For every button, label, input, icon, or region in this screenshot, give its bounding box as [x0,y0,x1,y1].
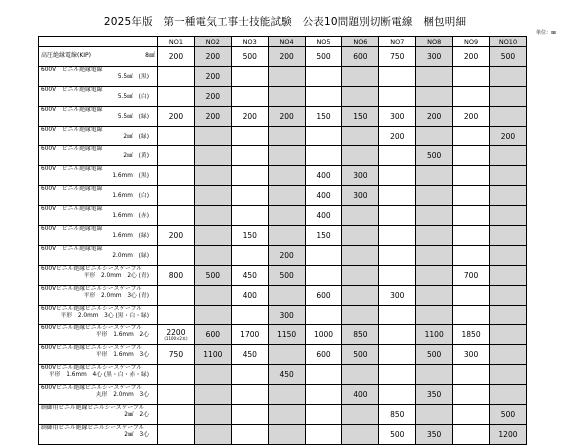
length-cell [490,166,527,186]
table-row [39,106,527,126]
length-cell [268,86,305,106]
table-row [39,245,527,265]
length-cell [305,126,342,146]
item-name-line1: 600Vビニル絶縁ビニルシースケーブル [41,285,143,292]
item-name-line2: 2.0mm (緑) [112,252,149,259]
length-cell [490,226,527,246]
table-row [39,405,527,425]
length-cell: 300 [342,186,379,206]
length-cell: 500 [268,265,305,285]
length-cell [305,245,342,265]
length-cell: 600 [194,325,231,345]
length-cell: 200 [158,47,195,67]
item-name-line1: 600Vビニル絶縁ビニルシースケーブル [41,265,143,272]
length-cell [416,285,453,305]
length-cell: 300 [379,106,416,126]
item-name [39,365,158,385]
length-cell: 1100 [416,325,453,345]
table-row [39,345,527,365]
length-cell [158,285,195,305]
length-cell: 500 [379,424,416,444]
length-cell: 1000 [305,325,342,345]
length-cell: 450 [231,345,268,365]
length-cell [379,345,416,365]
length-cell [194,285,231,305]
header-row [39,37,527,47]
length-cell [416,265,453,285]
length-cell [268,424,305,444]
length-cell: 200 [268,106,305,126]
length-cell [453,166,490,186]
length-cell: 600 [342,47,379,67]
length-cell: 600 [305,345,342,365]
length-cell [379,245,416,265]
length-cell: 200 [194,86,231,106]
length-cell [194,166,231,186]
length-cell [379,66,416,86]
length-cell [158,186,195,206]
length-cell [158,86,195,106]
length-cell [268,226,305,246]
length-cell: 300 [268,305,305,325]
length-cell [194,146,231,166]
length-cell [342,66,379,86]
length-cell: 1100 [194,345,231,365]
item-name [39,126,158,146]
length-cell [490,66,527,86]
header-corner [39,37,158,47]
length-cell [305,305,342,325]
length-cell [490,265,527,285]
item-name-line2: 5.5㎟ (黒) [117,73,149,80]
length-note: (1100×2本) [164,335,188,341]
length-cell: 200 [453,47,490,67]
table-row [39,365,527,385]
table-row [39,285,527,305]
length-cell: 200 [158,106,195,126]
length-cell [416,305,453,325]
length-cell: 150 [305,106,342,126]
length-cell [416,206,453,226]
length-cell [490,245,527,265]
length-cell: 850 [342,325,379,345]
unit-label: 単位：㎜ [535,30,556,36]
length-cell [305,66,342,86]
item-name-line1: 600V ビニル絶縁電線 [41,126,103,133]
length-cell [194,226,231,246]
item-name-line1: 600Vビニル絶縁ビニルシースケーブル [41,365,143,372]
length-cell [379,146,416,166]
length-cell: 700 [453,265,490,285]
length-cell: 350 [416,385,453,405]
length-cell [453,285,490,305]
length-cell [342,424,379,444]
length-cell [194,206,231,226]
table-row [39,424,527,444]
length-cell [416,86,453,106]
length-cell [379,305,416,325]
length-cell [268,285,305,305]
length-cell: 1200 [490,424,527,444]
length-cell [158,166,195,186]
length-cell [268,206,305,226]
table-row [39,146,527,166]
length-cell [158,385,195,405]
item-name-line2: 平形 1.6mm 4心 (黒・白・赤・緑) [48,372,149,379]
length-cell [490,365,527,385]
item-name [39,66,158,86]
item-name [39,285,158,305]
length-cell [305,365,342,385]
length-cell [379,365,416,385]
length-cell [416,245,453,265]
length-cell [231,86,268,106]
item-name-line2: 1.6mm (緑) [112,233,149,240]
column-header: NO9 [453,37,490,47]
length-cell [379,385,416,405]
column-header: NO6 [342,37,379,47]
item-name-line2: 平形 1.6mm 3心 [95,352,149,359]
length-cell [305,86,342,106]
length-cell [342,285,379,305]
length-cell [231,305,268,325]
length-cell [305,385,342,405]
packing-table [38,36,527,445]
item-name-line1: 高圧絶縁電線(KIP) 8㎟ [41,47,155,65]
item-name-line2: 2㎟ 2心 [124,412,149,419]
length-cell [268,186,305,206]
length-cell: 750 [158,345,195,365]
length-cell: 400 [305,166,342,186]
item-name [39,245,158,265]
length-cell [416,66,453,86]
table-row [39,325,527,345]
length-cell [231,365,268,385]
item-name-line1: 600Vビニル絶縁ビニルシースケーブル [41,305,143,312]
length-cell [453,245,490,265]
length-cell [305,424,342,444]
length-cell [231,245,268,265]
length-cell [490,385,527,405]
length-cell [416,166,453,186]
length-cell: 200 [416,106,453,126]
length-cell [453,226,490,246]
column-header: NO7 [379,37,416,47]
length-cell [342,86,379,106]
item-name-line1: 600V ビニル絶縁電線 [41,186,103,193]
length-cell: 200 [158,226,195,246]
column-header: NO1 [158,37,195,47]
length-cell [342,365,379,385]
length-cell [453,385,490,405]
length-cell: 200 [268,47,305,67]
item-name [39,146,158,166]
length-cell [194,385,231,405]
length-cell: 150 [342,106,379,126]
length-cell: 500 [416,345,453,365]
length-cell: 200 [490,126,527,146]
length-cell: 400 [305,186,342,206]
table-row [39,305,527,325]
length-cell: 500 [231,47,268,67]
length-cell [416,186,453,206]
length-cell [453,126,490,146]
item-name-line2: 2㎟ 3心 [124,431,149,438]
table-row [39,385,527,405]
length-cell [453,66,490,86]
length-cell [158,245,195,265]
length-cell [379,265,416,285]
item-name-line2: 5.5㎟ (白) [117,93,149,100]
item-name-line2: 1.6mm (赤) [112,213,149,220]
length-cell: 800 [158,265,195,285]
item-name-line1: 600V ビニル絶縁電線 [41,106,103,113]
length-cell: 400 [305,206,342,226]
item-name-line2: 平形 2.0mm 2心 (青) [83,272,149,279]
length-cell [416,226,453,246]
table-row [39,66,527,86]
length-cell: 300 [416,47,453,67]
length-cell: 500 [194,265,231,285]
length-cell [490,86,527,106]
item-name-line1: 制御用ビニル絶縁ビニルシースケーブル [41,424,145,431]
length-cell [231,424,268,444]
length-cell [231,166,268,186]
length-cell [490,146,527,166]
length-cell [158,424,195,444]
length-cell [453,424,490,444]
length-cell [490,106,527,126]
column-header: NO4 [268,37,305,47]
length-cell [194,245,231,265]
length-cell [379,226,416,246]
column-header: NO3 [231,37,268,47]
item-name-line2: 平形 2.0mm 3心 (青) [83,292,149,299]
table-row [39,47,527,67]
table-row [39,126,527,146]
table-row [39,166,527,186]
length-cell [453,405,490,425]
length-cell: 600 [305,285,342,305]
length-cell [453,206,490,226]
length-cell [268,146,305,166]
length-cell [194,424,231,444]
length-cell [342,126,379,146]
length-cell [268,126,305,146]
length-cell [416,365,453,385]
item-name [39,385,158,405]
item-name [39,345,158,365]
length-cell [342,245,379,265]
length-cell [342,405,379,425]
length-cell: 750 [379,47,416,67]
item-name [39,325,158,345]
column-header: NO8 [416,37,453,47]
length-cell: 150 [231,226,268,246]
document-title: 2025年版 第一種電気工事士技能試験 公表10問題別切断電線 梱包明細 [103,16,467,28]
item-name-line1: 600Vビニル絶縁ビニルシースケーブル [41,325,143,332]
item-name-line1: 600Vビニル絶縁ビニルシースケーブル [41,345,143,352]
length-cell [268,405,305,425]
item-name [39,206,158,226]
length-cell [158,365,195,385]
length-cell [453,365,490,385]
length-cell [305,146,342,166]
length-cell [342,305,379,325]
length-cell: 500 [416,146,453,166]
length-cell: 1700 [231,325,268,345]
length-cell: 450 [231,265,268,285]
length-cell [231,126,268,146]
length-cell [453,86,490,106]
length-cell [158,405,195,425]
item-name [39,226,158,246]
item-name-line2: 2㎟ (黄) [123,153,149,160]
item-name-line1: 600V ビニル絶縁電線 [41,226,103,233]
length-cell [342,206,379,226]
length-cell [231,385,268,405]
length-cell [194,126,231,146]
item-name [39,186,158,206]
length-cell [268,66,305,86]
length-cell [268,166,305,186]
length-cell: 1850 [453,325,490,345]
length-cell: 200 [379,126,416,146]
length-cell [379,166,416,186]
length-cell: 350 [416,424,453,444]
length-cell: 450 [268,365,305,385]
length-cell [231,405,268,425]
item-name-line1: 600Vビニル絶縁ビニルシースケーブル [41,385,143,392]
length-cell [158,206,195,226]
length-cell [231,186,268,206]
length-cell: 400 [231,285,268,305]
length-cell [379,206,416,226]
length-cell: 200 [194,47,231,67]
item-name [39,166,158,186]
length-cell [268,345,305,365]
length-cell [194,305,231,325]
length-cell: 2200 (1100×2本) [158,325,195,345]
length-cell [342,265,379,285]
length-cell [490,305,527,325]
length-cell: 400 [342,385,379,405]
item-name-line1: 600V ビニル絶縁電線 [41,146,103,153]
length-cell [453,146,490,166]
length-cell [379,325,416,345]
item-name-line1: 600V ビニル絶縁電線 [41,245,103,252]
item-name-line1: 600V ビニル絶縁電線 [41,66,103,73]
length-cell [231,66,268,86]
item-name [39,47,158,67]
table-row [39,186,527,206]
item-name-line2: 丸形 2.0mm 3心 [95,392,149,399]
item-name [39,86,158,106]
length-cell: 300 [379,285,416,305]
length-cell [158,66,195,86]
item-name-line1: 制御用ビニル絶縁ビニルシースケーブル [41,405,145,412]
length-cell [490,206,527,226]
length-cell [194,365,231,385]
length-cell [490,186,527,206]
length-cell: 500 [305,47,342,67]
length-cell: 200 [194,66,231,86]
length-cell [490,325,527,345]
length-cell [416,126,453,146]
item-name-line2: 平形 1.6mm 2心 [95,332,149,339]
length-cell [453,305,490,325]
length-cell: 500 [342,345,379,365]
table-body [39,47,527,445]
item-name-line2: 1.6mm (黒) [112,173,149,180]
column-header: NO2 [194,37,231,47]
item-size: 8㎟ [145,52,155,59]
table-row [39,206,527,226]
length-cell: 300 [342,166,379,186]
length-cell [490,345,527,365]
length-cell: 200 [231,106,268,126]
column-header: NO10 [490,37,527,47]
item-name-line2: 平形 2.0mm 3心 (黒・白・緑) [60,312,149,319]
length-cell: 500 [490,47,527,67]
length-cell: 1150 [268,325,305,345]
length-cell: 200 [268,245,305,265]
length-cell [305,405,342,425]
item-name [39,405,158,425]
length-cell: 500 [490,405,527,425]
length-cell [305,265,342,285]
length-cell [194,186,231,206]
item-name-line2: 1.6mm (白) [112,193,149,200]
length-cell [158,126,195,146]
length-cell [490,285,527,305]
length-cell [379,86,416,106]
length-cell [342,226,379,246]
length-cell [342,146,379,166]
length-cell [158,146,195,166]
length-cell: 200 [194,106,231,126]
length-cell [158,305,195,325]
column-header: NO5 [305,37,342,47]
length-cell [453,186,490,206]
length-cell [231,146,268,166]
length-cell [379,186,416,206]
item-name [39,265,158,285]
length-cell [268,385,305,405]
item-name [39,106,158,126]
item-name [39,424,158,444]
item-name [39,305,158,325]
table-row [39,226,527,246]
length-cell: 300 [453,345,490,365]
table-row [39,86,527,106]
item-name-line1: 600V ビニル絶縁電線 [41,206,103,213]
length-cell [231,206,268,226]
length-cell [194,405,231,425]
item-name-line1: 600V ビニル絶縁電線 [41,86,103,93]
item-name-line2: 5.5㎟ (緑) [117,113,149,120]
length-cell [416,405,453,425]
length-cell: 200 [453,106,490,126]
length-cell: 150 [305,226,342,246]
item-name-line1: 600V ビニル絶縁電線 [41,166,103,173]
table-row [39,265,527,285]
item-name-line2: 2㎟ (緑) [123,133,149,140]
length-cell: 850 [379,405,416,425]
